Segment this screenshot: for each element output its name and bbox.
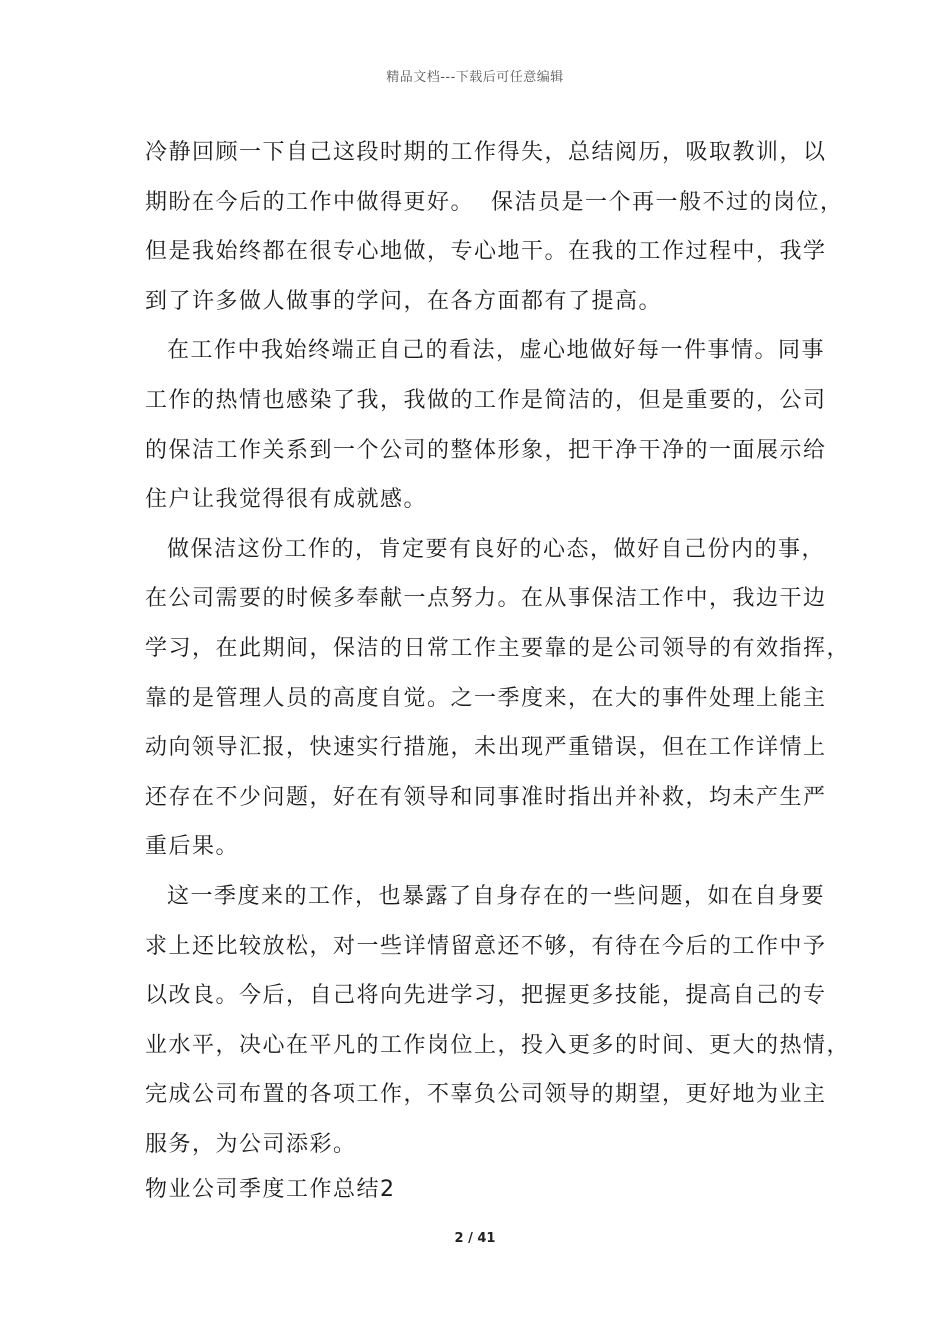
text-line: 冷静回顾一下自己这段时期的工作得失，总结阅历，吸取教训，以 <box>145 140 827 165</box>
text-line: 学习，在此期间，保洁的日常工作主要靠的是公司领导的有效指挥， <box>145 635 851 661</box>
text-line: 在工作中我始终端正自己的看法，虚心地做好每一件事情。同事 <box>167 338 826 364</box>
text-line: 的保洁工作关系到一个公司的整体形象，把干净干净的一面展示给 <box>145 437 827 463</box>
text-line: 但是我始终都在很专心地做，专心地干。在我的工作过程中，我学 <box>145 239 827 265</box>
text-line: 做保洁这份工作的，肯定要有良好的心态，做好自己份内的事， <box>167 536 826 562</box>
text-line: 工作的热情也感染了我，我做的工作是简洁的，但是重要的，公司 <box>145 387 827 413</box>
document-body <box>145 128 851 1169</box>
page-number: 2 / 41 <box>454 1231 496 1246</box>
text-line: 服务，为公司添彩。 <box>145 1131 357 1157</box>
text-line: 靠的是管理人员的高度自觉。之一季度来，在大的事件处理上能主 <box>145 685 827 711</box>
text-line: 动向领导汇报，快速实行措施，未出现严重错误，但在工作详情上 <box>145 735 827 761</box>
text-line: 住户让我觉得很有成就感。 <box>145 487 428 513</box>
text-line: 重后果。 <box>145 834 240 860</box>
text-line: 求上还比较放松，对一些详情留意还不够，有待在今后的工作中予 <box>145 933 827 959</box>
text-line: 业水平，决心在平凡的工作岗位上，投入更多的时间、更大的热情， <box>145 1032 851 1058</box>
section-title: 物业公司季度工作总结2 <box>145 1177 396 1202</box>
text-line: 期盼在今后的工作中做得更好。 保洁员是一个再一般不过的岗位， <box>145 189 844 215</box>
text-line: 以改良。今后，自己将向先进学习，把握更多技能，提高自己的专 <box>145 983 827 1009</box>
text-line: 在公司需要的时候多奉献一点努力。在从事保洁工作中，我边干边 <box>145 586 827 612</box>
text-line: 还存在不少问题，好在有领导和同事准时指出并补救，均未产生严 <box>145 784 827 810</box>
page-header: 精品文档---下载后可任意编辑 <box>386 70 564 85</box>
text-line: 到了许多做人做事的学问，在各方面都有了提高。 <box>145 288 663 314</box>
text-line: 这一季度来的工作，也暴露了自身存在的一些问题，如在自身要 <box>167 883 826 909</box>
text-line: 完成公司布置的各项工作，不辜负公司领导的期望，更好地为业主 <box>145 1082 827 1108</box>
